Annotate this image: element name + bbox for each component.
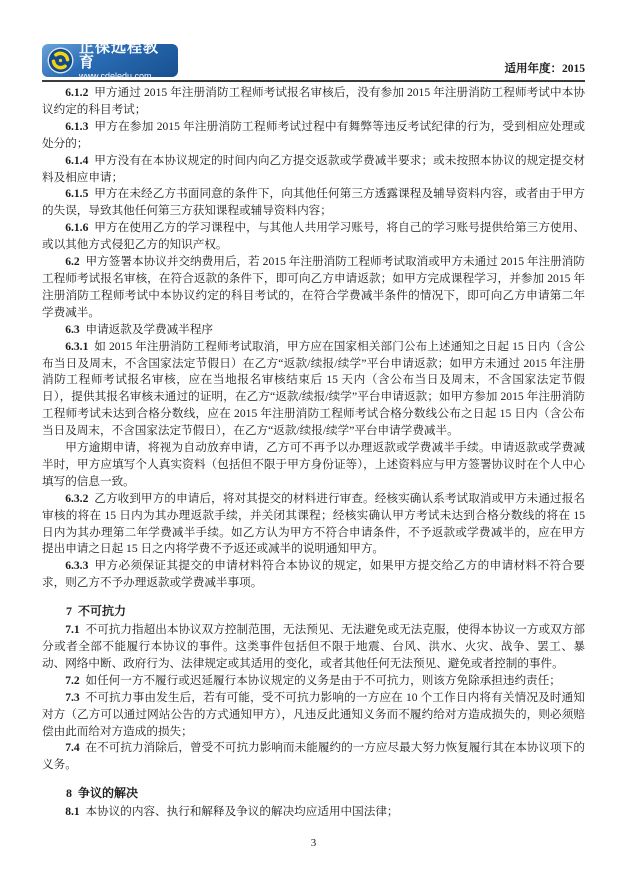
paragraph: 6.3.2 乙方收到甲方的申请后，将对其提交的材料进行审查。经核实确认系考试取消或甲方未通过报名审核的将在 15 日内为其办理返款手续，并关闭其课程；经核实确认甲方考试未达到合格分数线的将在 15 日内为其办理第二年学费减半手续。如乙方认为甲方不符合申请条件，不予返款或学费减半的，应在甲方提出申请之日起 15 日之内将学费不予返还或减半的说明通知甲方。 xyxy=(42,491,585,556)
paragraph: 6.3 申请返款及学费减半程序 xyxy=(65,322,214,336)
contract-body xyxy=(42,85,585,821)
section-number: 6.1.3 xyxy=(65,119,89,133)
paragraph: 7.1 不可抗力指超出本协议双方控制范围，无法预见、无法避免或无法克服，使得本协议一方或双方部分或者全部不能履行本协议的事件。这类事件包括但不限于地震、台风、洪水、火灾、战争、罢工、暴动、网络中断、政府行为、法律规定或其适用的变化，或者其他任何无法预见、避免或者控制的事件。 xyxy=(42,623,585,670)
paragraph: 6.2 甲方签署本协议并交纳费用后，若 2015 年注册消防工程师考试取消或甲方未通过 2015 年注册消防工程师考试报名审核，在符合返款的条件下，即可向乙方申请返款；如甲方完成课程学习，并参加 2015 年注册消防工程师考试中本协议约定的科目考试的，在符合学费减半条件的情况下，即可向乙方申请第二年学费减半。 xyxy=(42,255,585,319)
paragraph: 7.2 如任何一方不履行或迟延履行本协议规定的义务是由于不可抗力，则该方免除承担违约责任； xyxy=(65,673,561,687)
section-number: 8 xyxy=(66,786,72,801)
logo-text xyxy=(79,40,173,81)
paragraph: 6.1.5 甲方在未经乙方书面同意的条件下，向其他任何第三方透露课程及辅导资料内容，或者由于甲方的失误，导致其他任何第三方获知课程或辅导资料内容； xyxy=(42,187,585,218)
paragraph: 8.1 本协议的内容、执行和解释及争议的解决均应适用中国法律； xyxy=(65,805,399,819)
section-number: 7.4 xyxy=(65,741,80,755)
section-number: 8.1 xyxy=(65,805,80,819)
page-header xyxy=(42,39,585,82)
paragraph: 6.3.3 甲方必须保证其提交的申请材料符合本协议的规定，如果甲方提交给乙方的申请材料不符合要求，则乙方不予办理返款或学费减半事项。 xyxy=(42,559,585,590)
section-number: 6.3.3 xyxy=(65,559,89,573)
section-number: 6.1.6 xyxy=(65,221,89,235)
company-logo xyxy=(42,39,178,81)
paragraph: 6.1.4 甲方没有在本协议规定的时间内向乙方提交返款或学费减半要求；或未按照本协议的规定提交材料及相应申请； xyxy=(42,153,585,184)
section-number: 6.3 xyxy=(65,322,80,336)
paragraph: 6.1.3 甲方在参加 2015 年注册消防工程师考试过程中有舞弊等违反考试纪律的行为，受到相应处理或处分的； xyxy=(42,119,585,150)
paragraph: 7.4 在不可抗力消除后，曾受不可抗力影响而未能履约的一方应尽最大努力恢复履行其在本协议项下的义务。 xyxy=(42,741,585,772)
paragraph: 6.1.2 甲方通过 2015 年注册消防工程师考试报名审核后，没有参加 2015 年注册消防工程师考试中本协议约定的科目考试； xyxy=(42,86,585,116)
logo-website-url: www.cdeledu.com xyxy=(79,71,152,81)
paragraph: 7.3 不可抗力事由发生后，若有可能，受不可抗力影响的一方应在 10 个工作日内将有关情况及时通知对方（乙方可以通过网站公告的方式通知甲方），凡违反此通知义务而不履约给对方造成损失的，则必须赔偿由此而给对方造成的损失； xyxy=(42,690,585,738)
page-number: 3 xyxy=(310,837,317,850)
section-number: 6.2 xyxy=(65,255,80,269)
section-number: 7.2 xyxy=(65,673,80,687)
applicable-year-label: 适用年度：2015 xyxy=(504,63,585,75)
section-number: 6.1.2 xyxy=(65,86,89,99)
section-number: 6.3.2 xyxy=(65,491,89,505)
logo-brand-name: 正保远程教育 xyxy=(79,39,160,71)
section-number: 6.1.5 xyxy=(65,187,89,201)
section-number: 6.1.4 xyxy=(65,153,89,167)
logo-swirl-icon xyxy=(47,47,74,74)
section-heading: 7 不可抗力 xyxy=(66,604,127,619)
section-number: 6.3.1 xyxy=(65,339,89,353)
paragraph: 6.1.6 甲方在使用乙方的学习课程中，与其他人共用学习账号，将自己的学习账号提供给第三方使用、或以其他方式侵犯乙方的知识产权。 xyxy=(42,221,585,252)
section-number: 7.1 xyxy=(65,623,80,637)
paragraph: 甲方逾期申请，将视为自动放弃申请，乙方可不再予以办理返款或学费减半手续。申请返款或学费减半时，甲方应填写个人真实资料（包括但不限于甲方身份证等），上述资料应与甲方签署协议时在个人中心填写的信息一致。 xyxy=(42,441,585,488)
section-number: 7.3 xyxy=(65,690,80,704)
section-heading: 8 争议的解决 xyxy=(66,786,139,801)
paragraph: 6.3.1 如 2015 年注册消防工程师考试取消，甲方应在国家相关部门公布上述通知之日起 15 日内（含公布当日及周末，不含国家法定节假日）在乙方“返款/续报/续学”平台申请返款；如甲方未通过 2015 年注册消防工程师考试报名审核，应在当地报名审核结束后 15 天内（含公布当日及周末，不含国家法定节假日），提供其报名审核未通过的证明，在乙方“返款/续报/续学”平台申请返款；如甲方参加 2015 年注册消防工程师考试未达到合格分数线，应在 2015 年注册消防工程师考试合格分数线公布之日起 15 日内（含公布当日及周末，不含国家法定节假日），在乙方“返款/续报/续学”平台申请学费减半。 xyxy=(42,339,585,438)
section-number: 7 xyxy=(66,604,72,619)
